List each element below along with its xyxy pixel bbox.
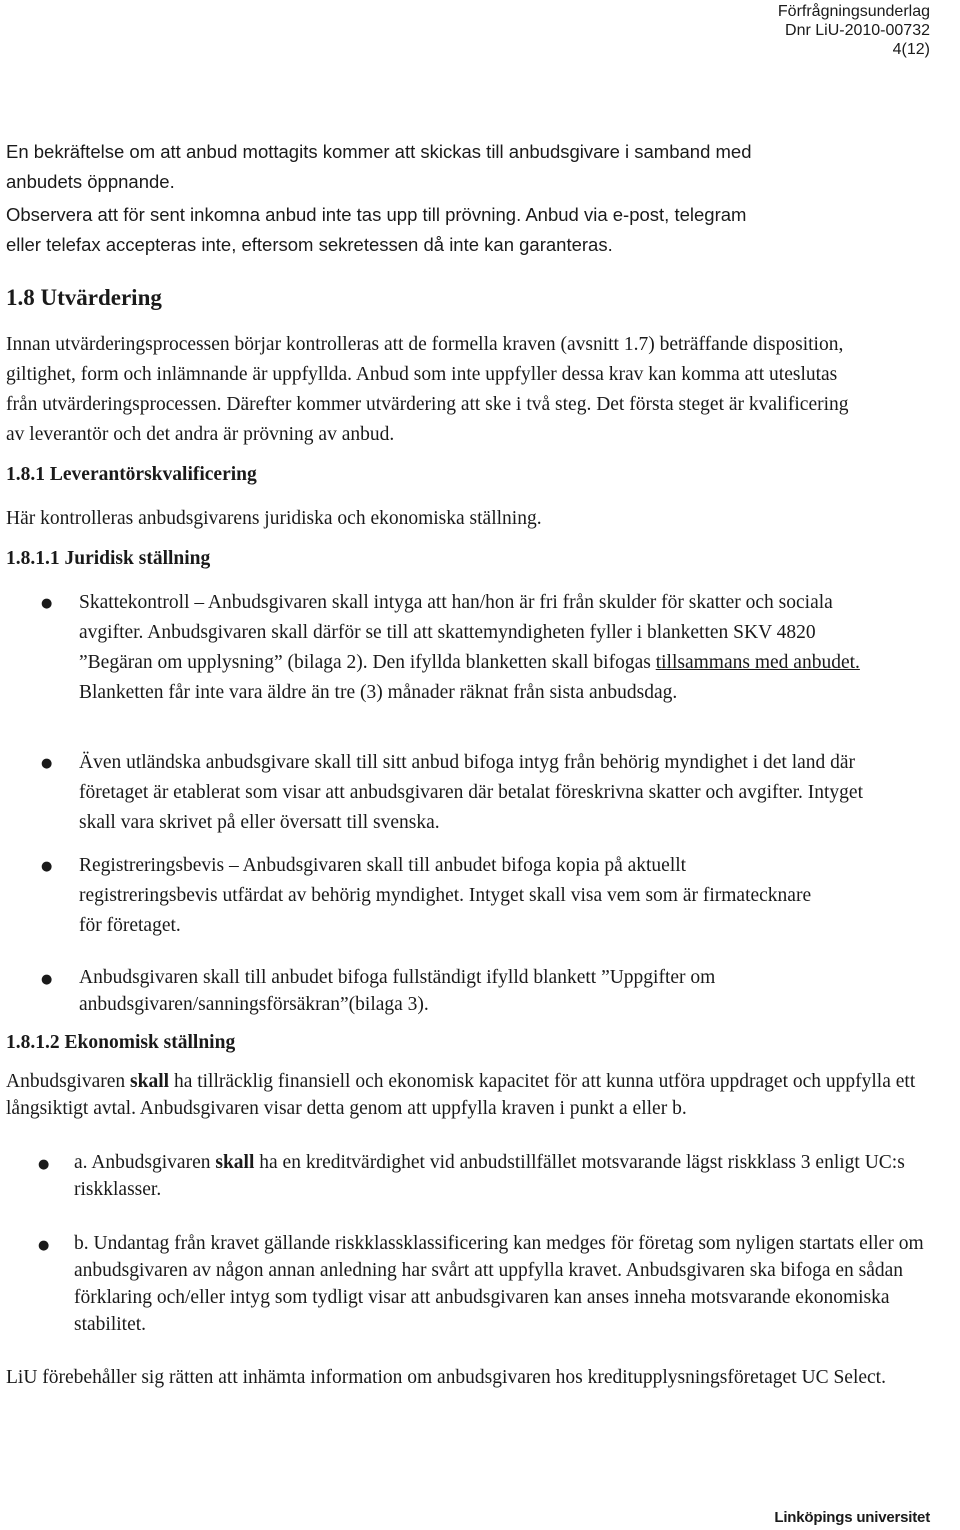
closing-paragraph: LiU förebehåller sig rätten att inhämta information om anbudsgivaren hos kreditupplysningsföretaget UC Select. — [6, 1367, 886, 1388]
ekonomisk-text-b: ha tillräcklig finansiell och ekonomisk kapacitet för att kunna utföra uppdraget och uppfylla ett långsiktigt avtal. Anbudsgivaren visar detta genom att uppfylla kraven i punkt a eller b. — [6, 1071, 916, 1119]
section-heading-1-8-1-1: 1.8.1.1 Juridisk ställning — [6, 548, 211, 569]
item-a-text-b: ha en kreditvärdighet vid anbudstillfället motsvarande lägst riskklass 3 enligt UC:s riskklasser. — [74, 1152, 905, 1200]
section-1-8-1-body: Här kontrolleras anbudsgivarens juridiska och ekonomiska ställning. — [6, 508, 542, 529]
list-item-a — [74, 1149, 934, 1203]
bullet-dot-icon: ● — [41, 972, 53, 987]
university-logo: Linköpings universitet — [774, 1509, 930, 1526]
bullet-1-text-b: Blanketten får inte vara äldre än tre (3) månader räknat från sista anbudsdag. — [79, 682, 678, 703]
page-number: 4(12) — [892, 41, 930, 58]
bullet-1-text-a: Skattekontroll – Anbudsgivaren skall intyga att han/hon är fri från skulder för skatter och sociala avgifter. Anbudsgivaren skall därför se till att skattemyndigheten fyller i blanketten SKV 4820 ”Begäran om upplysning” (bilaga 2). Den ifyllda blanketten skall bifogas — [79, 592, 833, 673]
item-a-bold-skall: skall — [215, 1152, 255, 1173]
section-heading-1-8: 1.8 Utvärdering — [6, 285, 162, 310]
bullet-dot-icon: ● — [41, 756, 53, 771]
bullet-item-sanningsforsakran: Anbudsgivaren skall till anbudet bifoga fullständigt ifylld blankett ”Uppgifter om anbudsgivaren/sanningsförsäkran”(bilaga 3). — [79, 967, 716, 1015]
item-a-text-a: a. Anbudsgivaren — [74, 1152, 216, 1173]
ekonomisk-text-a: Anbudsgivaren — [6, 1071, 131, 1092]
bullet-dot-icon: ● — [38, 1238, 50, 1253]
doc-type-label: Förfrågningsunderlag — [777, 3, 930, 20]
bullet-item-registreringsbevis: Registreringsbevis – Anbudsgivaren skall till anbudet bifoga kopia på aktuellt registreringsbevis utfärdat av behörig myndighet. Intyget skall visa vem som är firmatecknare för företaget. — [79, 855, 812, 936]
bullet-dot-icon: ● — [38, 1157, 50, 1172]
ekonomisk-bold-skall: skall — [130, 1071, 170, 1092]
intro-paragraph-2: Observera att för sent inkomna anbud inte tas upp till prövning. Anbud via e-post, telegram eller telefax accepteras inte, eftersom sekretessen då inte kan garanteras. — [6, 204, 747, 255]
bullet-item-skattekontroll — [79, 588, 879, 708]
bullet-dot-icon: ● — [41, 596, 53, 611]
section-heading-1-8-1-2: 1.8.1.2 Ekonomisk ställning — [6, 1032, 236, 1053]
intro-paragraph-1: En bekräftelse om att anbud mottagits kommer att skickas till anbudsgivare i samband med anbudets öppnande. — [6, 141, 752, 192]
list-item-b: b. Undantag från kravet gällande riskklassklassificering kan medges för företag som nyligen startats eller om anbudsgivaren av någon annan anledning har svårt att uppfylla kravet. Anbudsgivaren ska bifoga en sådan förklaring och/eller intyg som tydligt visar att anbudsgivaren kan anses inneha motsvarande ekonomiska stabilitet. — [74, 1233, 924, 1335]
bullet-dot-icon: ● — [41, 859, 53, 874]
bullet-item-utlandska: Även utländska anbudsgivare skall till sitt anbud bifoga intyg från behörig myndighet i det land där företaget är etablerat som visar att anbudsgivaren där betalat föreskrivna skatter och avgifter. Intyget skall vara skrivet på eller översatt till svenska. — [79, 752, 864, 833]
section-1-8-1-2-body — [6, 1068, 936, 1122]
bullet-1-underlined-text: tillsammans med anbudet. — [655, 652, 860, 673]
dnr-label: Dnr LiU-2010-00732 — [785, 22, 930, 39]
section-1-8-body: Innan utvärderingsprocessen börjar kontrolleras att de formella kraven (avsnitt 1.7) beträffande disposition, giltighet, form och inlämnande är uppfyllda. Anbud som inte uppfyller dessa krav kan komma att uteslutas från utvärderingsprocessen. Därefter kommer utvärdering att ske i två steg. Det första steget är kvalificering av leverantör och det andra är prövning av anbud. — [6, 334, 849, 445]
section-heading-1-8-1: 1.8.1 Leverantörskvalificering — [6, 464, 257, 485]
page-header — [778, 2, 930, 59]
